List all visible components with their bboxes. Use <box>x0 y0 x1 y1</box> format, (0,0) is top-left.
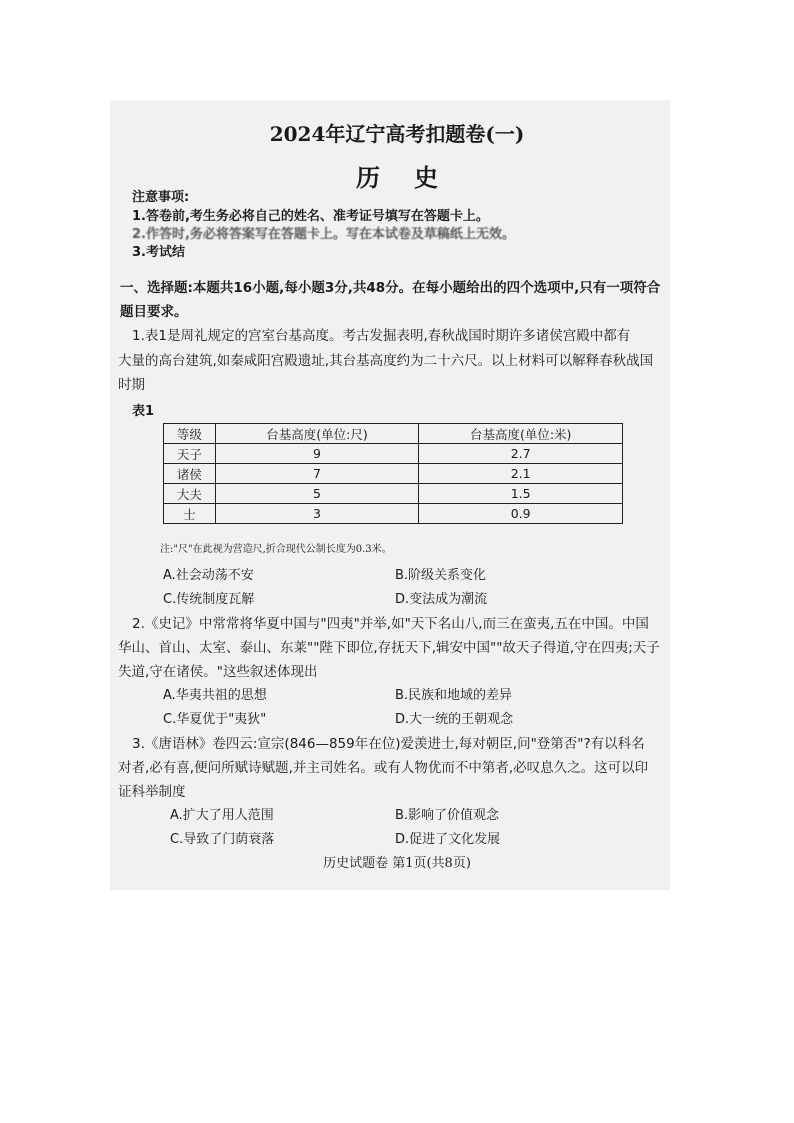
q3-option-a: A.扩大了用人范围 <box>170 808 274 823</box>
table-cell: 5 <box>215 484 419 504</box>
notice-item-3: 3.考试结 <box>132 245 185 260</box>
table-cell: 天子 <box>164 444 216 464</box>
table-cell: 3 <box>215 504 419 524</box>
table-note: 注:"尺"在此视为营造尺,折合现代公制长度为0.3米。 <box>160 544 392 555</box>
page-footer: 历史试题卷 第1页(共8页) <box>323 856 471 871</box>
q2-option-d: D.大一统的王朝观念 <box>395 712 514 727</box>
table-header: 台基高度(单位:尺) <box>215 424 419 444</box>
table-cell: 诸侯 <box>164 464 216 484</box>
table-cell: 士 <box>164 504 216 524</box>
q1-option-c: C.传统制度瓦解 <box>163 592 255 607</box>
table-row <box>164 484 623 504</box>
table-cell: 0.9 <box>419 504 623 524</box>
q3-line-1: 3.《唐语林》卷四云:宣宗(846—859年在位)爱羡进士,每对朝臣,问"登第否"?有以科名 <box>132 736 645 752</box>
table-row <box>164 504 623 524</box>
q1-option-d: D.变法成为潮流 <box>395 592 488 607</box>
q3-line-3: 证科举制度 <box>118 784 186 800</box>
q2-line-3: 失道,守在诸侯。"这些叙述体现出 <box>118 664 318 680</box>
q3-option-b: B.影响了价值观念 <box>395 808 500 823</box>
q1-option-a: A.社会动荡不安 <box>163 568 254 583</box>
notice-item-1: 1.答卷前,考生务必将自己的姓名、准考证号填写在答题卡上。 <box>132 209 489 224</box>
q3-option-d: D.促进了文化发展 <box>395 832 501 847</box>
table-row <box>164 464 623 484</box>
table-header-row <box>164 424 623 444</box>
q2-line-1: 2.《史记》中常常将华夏中国与"四夷"并举,如"天下名山八,而三在蛮夷,五在中国。中国 <box>132 616 649 632</box>
notice-item-2: 2.作答时,务必将答案写在答题卡上。写在本试卷及草稿纸上无效。 <box>132 227 515 242</box>
q3-line-2: 对者,必有喜,便问所赋诗赋题,并主司姓名。或有人物优而不中第者,必叹息久之。这可以印 <box>118 760 649 776</box>
q1-line-3: 时期 <box>118 377 145 393</box>
notice-heading: 注意事项: <box>132 190 190 205</box>
q3-option-c: C.导致了门荫衰落 <box>170 832 275 847</box>
subject-title: 历史 <box>356 163 472 192</box>
q2-option-c: C.华夏优于"夷狄" <box>163 712 267 727</box>
section-heading: 一、选择题:本题共16小题,每小题3分,共48分。在每小题给出的四个选项中,只有一项符合 <box>120 280 661 296</box>
q2-option-b: B.民族和地域的差异 <box>395 688 513 703</box>
height-table <box>163 423 623 524</box>
section-heading-cont: 题目要求。 <box>120 304 188 320</box>
table-header: 等级 <box>164 424 216 444</box>
table-cell: 9 <box>215 444 419 464</box>
q1-option-b: B.阶级关系变化 <box>395 568 487 583</box>
table-cell: 7 <box>215 464 419 484</box>
exam-title: 2024年辽宁高考扣题卷(一) <box>269 122 525 146</box>
table-cell: 1.5 <box>419 484 623 504</box>
q2-line-2: 华山、首山、太室、泰山、东莱""陛下即位,存抚天下,辑安中国""故天子得道,守在四夷;天子 <box>118 640 660 656</box>
table-label: 表1 <box>132 404 155 419</box>
q1-line-1: 1.表1是周礼规定的宫室台基高度。考古发掘表明,春秋战国时期许多诸侯宫殿中都有 <box>132 328 631 344</box>
table-cell: 2.1 <box>419 464 623 484</box>
q2-option-a: A.华夷共祖的思想 <box>163 688 267 703</box>
q1-line-2: 大量的高台建筑,如秦咸阳宫殿遗址,其台基高度约为二十六尺。以上材料可以解释春秋战国 <box>118 353 654 369</box>
table-row <box>164 444 623 464</box>
table-cell: 大夫 <box>164 484 216 504</box>
table-cell: 2.7 <box>419 444 623 464</box>
table-header: 台基高度(单位:米) <box>419 424 623 444</box>
